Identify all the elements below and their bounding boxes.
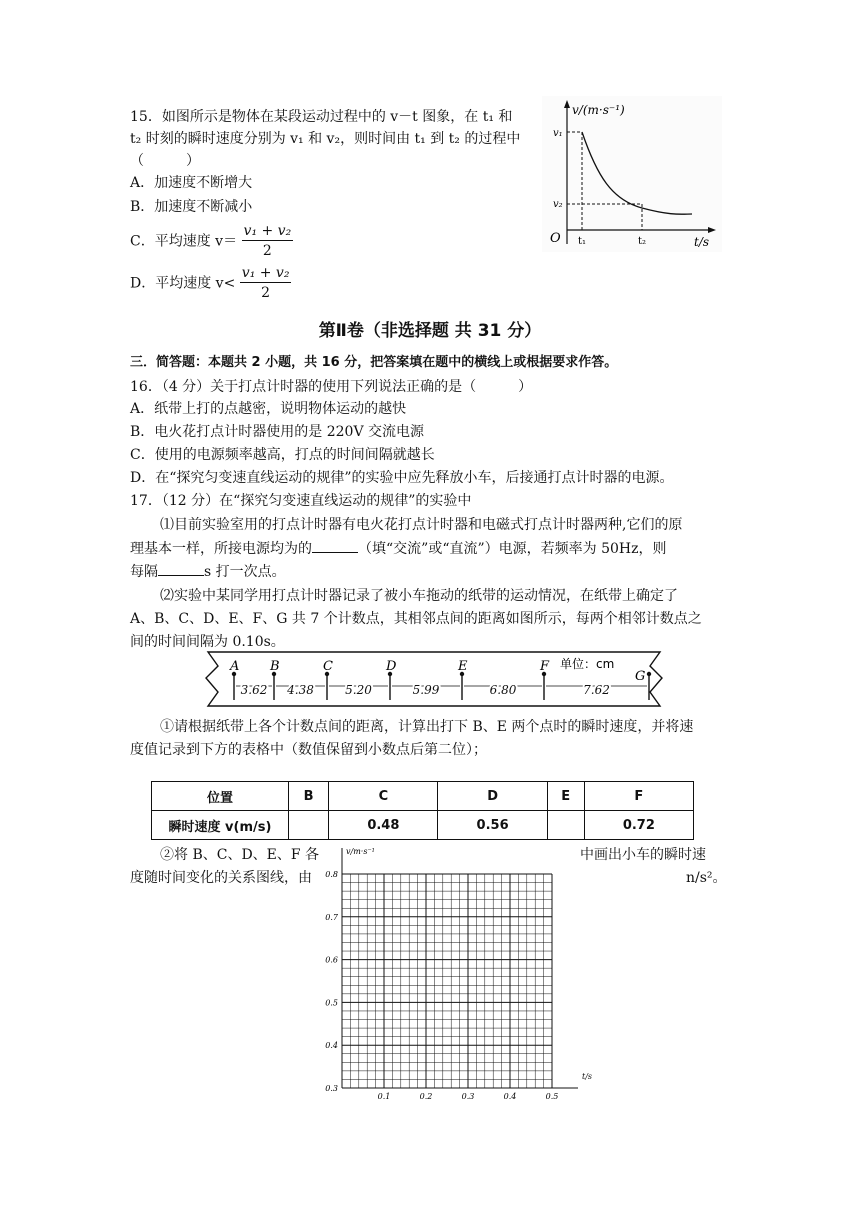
velocity-cell-f: 0.72 (584, 811, 693, 840)
q16-option-d: D．在“探究匀变速直线运动的规律”的实验中应先释放小车，后接通打点计时器的电源。 (130, 470, 674, 486)
q17-p2-line3: 间的时间间隔为 0.10s。 (130, 634, 285, 650)
q15-option-c-fraction (242, 222, 294, 261)
q17-s2-left: ②将 B、C、D、E、F 各 (160, 847, 320, 863)
q15-option-d-prefix: D．平均速度 v< (130, 275, 236, 292)
velocity-cell-d: 0.56 (438, 811, 547, 840)
table-header-cell: D (438, 782, 547, 811)
grid-ytick: 0.7 (325, 912, 338, 922)
table-header-cell: B (289, 782, 329, 811)
grid-ytick: 0.4 (325, 1041, 338, 1051)
q16-stem: 16．（4 分）关于打点计时器的使用下列说法正确的是（ ） (130, 379, 533, 395)
blank-interval[interactable] (158, 561, 204, 576)
q15-option-a: A．加速度不断增大 (130, 175, 253, 191)
q16-option-c: C．使用的电源频率越高，打点的时间间隔就越长 (130, 447, 435, 463)
tape-unit: 单位：cm (560, 657, 615, 671)
tape-point-dot (647, 672, 651, 676)
tape-point-label: B (270, 659, 280, 674)
grid-ytick: 0.5 (325, 998, 338, 1008)
tape-point-label: A (230, 659, 240, 674)
q17-p1-line3 (130, 561, 286, 583)
fraction-numerator: v₁ + v₂ (241, 265, 290, 281)
grid-ylabel: v/m·s⁻¹ (346, 847, 375, 856)
tape-distance-label: 7.62 (583, 683, 610, 697)
graph-origin: O (550, 231, 561, 246)
graph-ylabel: v/(m·s⁻¹) (572, 103, 625, 117)
velocity-table (151, 781, 694, 840)
q17-p1-line3-start: 每隔 (130, 564, 158, 580)
graph-t1: t₁ (578, 236, 587, 247)
graph-paper (322, 840, 580, 1105)
table-header-cell: E (547, 782, 584, 811)
q17-p1-line2 (130, 538, 666, 560)
q17-p2-line1: ⑵实验中某同学用打点计时器记录了被小车拖动的纸带的运动情况，在纸带上确定了 (160, 588, 678, 604)
grid-xtick: 0.4 (503, 1092, 517, 1101)
vt-graph (542, 96, 722, 252)
tape-point-label: G (635, 669, 646, 684)
q17-s3-left: 度随时间变化的关系图线，由 (130, 870, 312, 886)
section3-instructions: 三．简答题：本题共 2 小题，共 16 分，把答案填在题中的横线上或根据要求作答。 (130, 355, 618, 370)
grid-xtick: 0.3 (461, 1092, 475, 1101)
q17-s1-line2: 度值记录到下方的表格中（数值保留到小数点后第二位）； (130, 742, 487, 758)
q15-option-d-fraction (240, 264, 292, 303)
tape-distance-label: 5.99 (412, 683, 440, 697)
tape-point-label: D (386, 659, 397, 674)
q15-option-c (130, 222, 293, 261)
q15-option-c-prefix: C．平均速度 v＝ (130, 233, 238, 250)
table-row-label: 瞬时速度 v(m/s) (152, 811, 289, 840)
q15-line2: t₂ 时刻的瞬时速度分别为 v₁ 和 v₂，则时间由 t₁ 到 t₂ 的过程中 (130, 131, 521, 147)
grid-xtick: 0.5 (545, 1092, 559, 1101)
grid-ytick: 0.6 (325, 955, 338, 965)
velocity-cell-e[interactable] (547, 811, 584, 840)
q17-p1-line2-end: （填“交流”或“直流”）电源，若频率为 50Hz，则 (358, 541, 667, 557)
tape-distance-label: 4.38 (287, 683, 314, 697)
grid-ytick: 0.3 (325, 1084, 338, 1093)
q15-option-b: B．加速度不断减小 (130, 199, 253, 215)
table-header-cell: 位置 (152, 782, 289, 811)
fraction-denominator: 2 (261, 285, 271, 301)
table-header-cell: C (329, 782, 438, 811)
table-header-row (152, 782, 694, 811)
grid-xtick: 0.2 (419, 1092, 433, 1101)
q16-option-a: A．纸带上打的点越密，说明物体运动的越快 (130, 401, 407, 417)
q17-s1-line1: ①请根据纸带上各个计数点间的距离，计算出打下 B、E 两个点时的瞬时速度，并将速 (160, 719, 694, 735)
tape-point-label: E (458, 659, 468, 674)
graph-t2: t₂ (638, 236, 647, 247)
part2-title: 第Ⅱ卷（非选择题 共 31 分） (318, 321, 542, 341)
q16-option-b: B．电火花打点计时器使用的是 220V 交流电源 (130, 424, 425, 440)
q17-s3-right: n/s²。 (686, 870, 727, 886)
velocity-cell-c: 0.48 (329, 811, 438, 840)
q17-p1-line3-end: s 打一次点。 (204, 564, 286, 580)
tape-distance-label: 3.62 (240, 683, 268, 697)
tape-point-label: C (323, 659, 333, 674)
fraction-denominator: 2 (262, 243, 272, 259)
blank-power-type[interactable] (312, 538, 358, 553)
table-header-cell: F (584, 782, 693, 811)
graph-xlabel: t/s (694, 235, 710, 249)
grid-xtick: 0.1 (377, 1092, 391, 1101)
grid-ytick: 0.8 (325, 870, 338, 879)
table-row (152, 811, 694, 840)
graph-v2: v₂ (553, 199, 563, 210)
tape-distance-label: 5.20 (345, 683, 372, 697)
velocity-cell-b[interactable] (289, 811, 329, 840)
q17-p2-line2: A、B、C、D、E、F、G 共 7 个计数点，其相邻点间的距离如图所示，每两个相邻计数点之 (130, 611, 702, 627)
tape-distance-label: 6.80 (489, 683, 517, 697)
q17-p1-line1: ⑴目前实验室用的打点计时器有电火花打点计时器和电磁式打点计时器两种,它们的原 (160, 517, 683, 533)
q17-stem: 17．（12 分）在“探究匀变速直线运动的规律”的实验中 (130, 493, 472, 509)
fraction-numerator: v₁ + v₂ (243, 223, 292, 239)
q15-option-d (130, 264, 291, 303)
grid-xlabel-text: t/s (582, 1072, 593, 1081)
tape-point-label: F (540, 659, 550, 674)
q17-s2-right: 中画出小车的瞬时速 (580, 847, 706, 863)
q15-line1: 15．如图所示是物体在某段运动过程中的 v－t 图象，在 t₁ 和 (130, 109, 513, 125)
paper-tape (200, 648, 670, 712)
q17-p1-line2-start: 理基本一样，所接电源均为的 (130, 541, 312, 557)
graph-v1: v₁ (553, 128, 563, 139)
q15-line3: （ ） (130, 153, 200, 169)
